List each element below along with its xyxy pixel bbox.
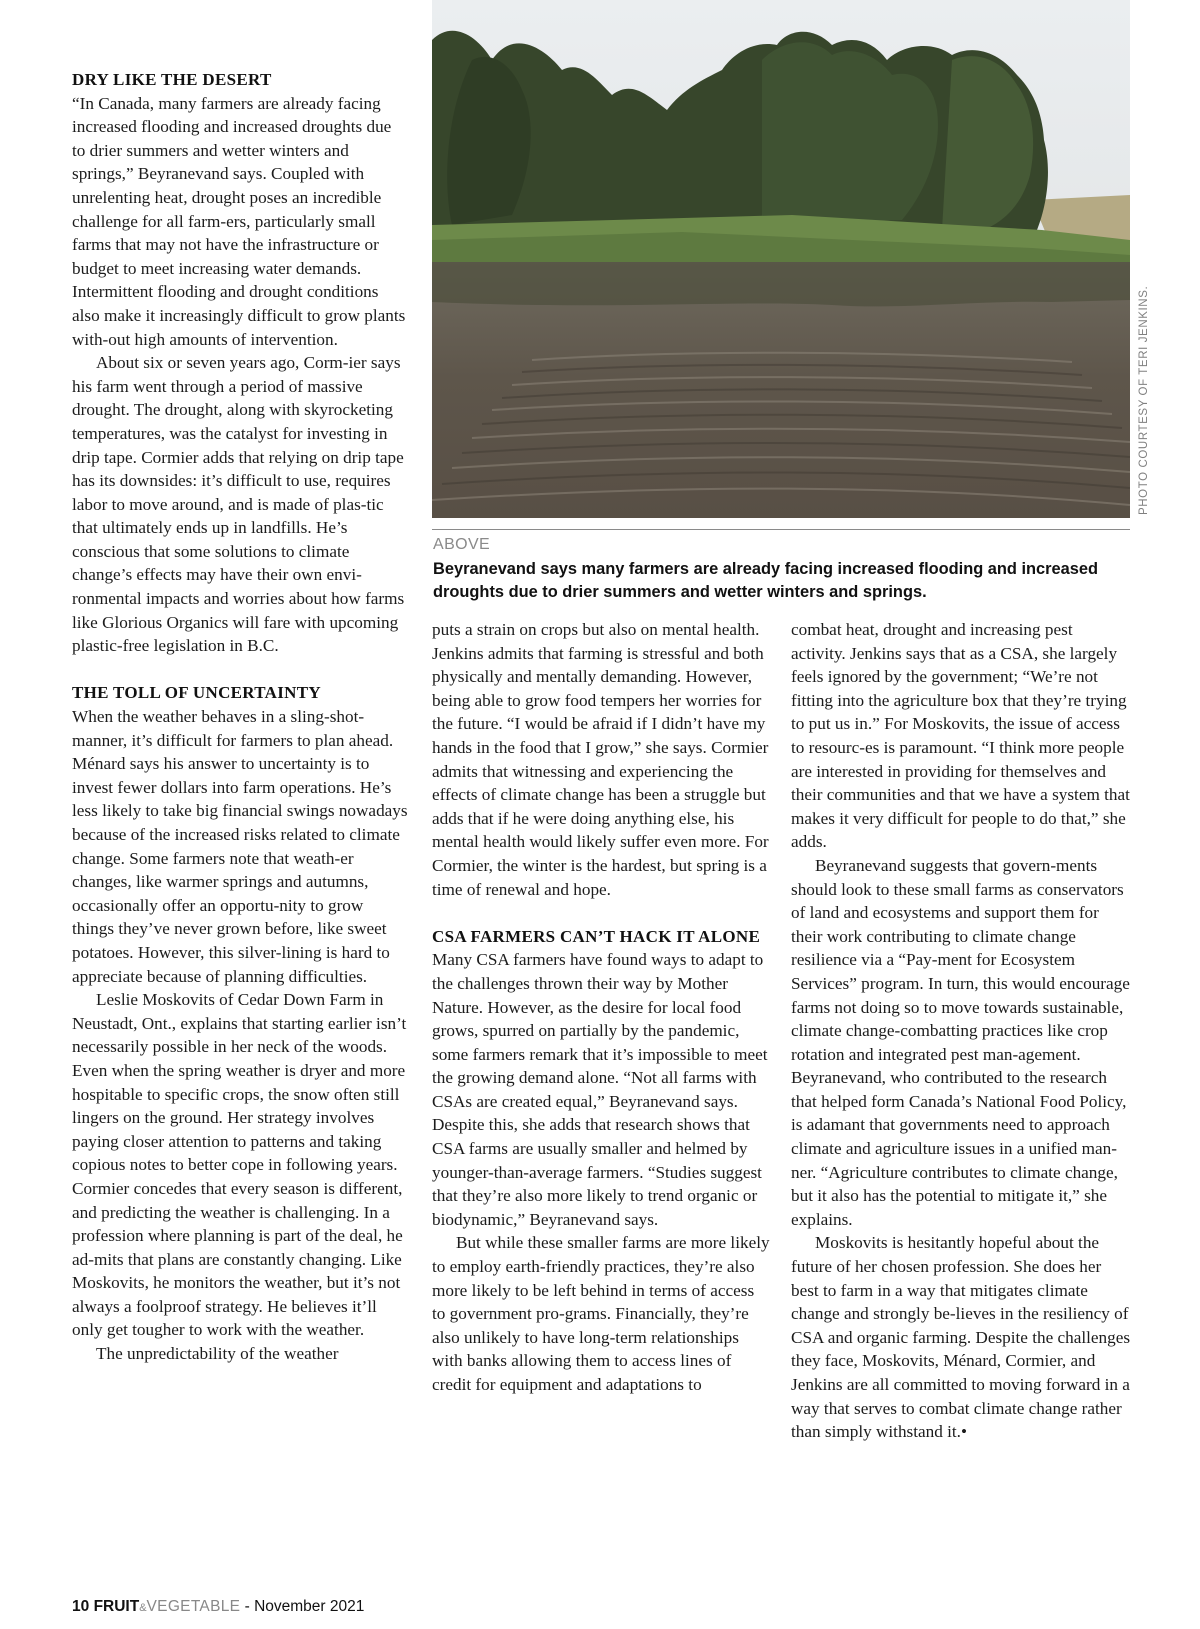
issue-date: November 2021 xyxy=(254,1598,365,1615)
section-heading-toll-of-uncertainty: THE TOLL OF UNCERTAINTY xyxy=(72,683,321,703)
paragraph: When the weather behaves in a sling-shot-manner, it’s difficult for farmers to plan ahead. Ménard says his answer to uncertainty is to invest fewer dollars into farm operations. He’s less likely to take big financial swings nowadays because of the increased risks related to climate change. Some farmers note that weath-er changes, like warmer springs and autumns, occasionally offer an opportu-nity to grow things they’ve never grown before, like sweet potatoes. However, this silver-lining is hard to appreciate because of planning difficulties. xyxy=(72,707,408,986)
photo-illustration xyxy=(432,0,1130,518)
magazine-name-vegetable: VEGETABLE xyxy=(146,1598,241,1615)
paragraph: combat heat, drought and increasing pest activity. Jenkins says that as a CSA, she largely feels ignored by the government; “We’re not fitting into the agriculture box that they’re trying to put us in.” For Moskovits, the issue of access to resourc-es is paramount. “I think more people are interested in providing for themselves and their communities and that we have a system that makes it very difficult for people to do that,” she adds. xyxy=(791,620,1130,852)
article-column-2 xyxy=(432,618,770,1397)
paragraph: “In Canada, many farmers are already facing increased flooding and increased droughts due to drier summers and wetter winters and springs,” Beyranevand says. Coupled with unrelenting heat, drought poses an incredible challenge for all farm-ers, particularly small farms that may not have the infrastructure or budget to meet increasing water demands. Intermittent flooding and drought conditions also make it increasingly difficult to grow plants with-out high amounts of intervention. xyxy=(72,93,406,349)
article-column-1 xyxy=(72,68,408,1366)
caption-label: ABOVE xyxy=(433,536,491,553)
paragraph: About six or seven years ago, Corm-ier says his farm went through a period of massive drought. The drought, along with skyrocketing temperatures, was the catalyst for investing in drip tape. Cormier adds that relying on drip tape has its downsides: it’s difficult to use, requires labor to move around, and is made of plas-tic that ultimately ends up in landfills. He’s conscious that some solutions to climate change’s effects may have their own envi-ronmental impacts and worries about how farms like Glorious Organics will fare with upcoming plastic-free legislation in B.C. xyxy=(72,353,405,656)
caption-divider xyxy=(432,529,1130,530)
page-footer xyxy=(72,1598,364,1616)
paragraph: Leslie Moskovits of Cedar Down Farm in Neustadt, Ont., explains that starting earlier isn’t necessarily possible in her neck of the woods. Even when the spring weather is dryer and more hospitable to specific crops, the snow often still lingers on the ground. Her strategy involves paying closer attention to patterns and taking copious notes to better cope in following years. Cormier concedes that every season is different, and predicting the weather is challenging. In a profession where planning is part of the deal, he ad-mits that plans are constantly changing. Like Moskovits, he monitors the weather, but it’s not always a foolproof strategy. He believes it’ll only get tougher to work with the weather. xyxy=(72,990,407,1340)
flooded-field-photo xyxy=(432,0,1130,518)
paragraph: Beyranevand suggests that govern-ments should look to these small farms as conservators of land and ecosystems and support them for their work contributing to climate change resilience via a “Pay-ment for Ecosystem Services” program. In turn, this would encourage farms not doing so to move towards sustainable, climate change-combatting practices like crop rotation and integrated pest man-agement. Beyranevand, who contributed to the research that helped form Canada’s National Food Policy, is adamant that governments need to approach climate and agriculture issues in a unified man-ner. “Agriculture contributes to climate change, but it also has the potential to mitigate it,” she explains. xyxy=(791,855,1130,1229)
section-heading-csa-farmers: CSA FARMERS CAN’T HACK IT ALONE xyxy=(432,926,761,946)
paragraph: Moskovits is hesitantly hopeful about the future of her chosen profession. She does her best to farm in a way that mitigates climate change and strongly be-lieves in the resiliency of CSA and organic farming. Despite the challenges they face, Moskovits, Ménard, Cormier, and Jenkins are all committed to moving forward in a way that serves to combat climate change rather than simply withstand it.• xyxy=(791,1233,1131,1442)
section-heading-dry-like-the-desert: DRY LIKE THE DESERT xyxy=(72,70,272,89)
footer-separator: - xyxy=(240,1598,255,1615)
magazine-name-fruit: FRUIT xyxy=(93,1598,140,1615)
magazine-name-ampersand: & xyxy=(139,1602,147,1614)
article-column-3 xyxy=(791,618,1131,1444)
page-number: 10 xyxy=(72,1598,90,1615)
paragraph: Many CSA farmers have found ways to adapt to the challenges thrown their way by Mother Nature. However, as the desire for local food grows, spurred on partially by the pandemic, some farmers remark that it’s impossible to meet the growing demand alone. “Not all farms with CSAs are created equal,” Beyranevand says. Despite this, she adds that research shows that CSA farms are usually smaller and helmed by younger-than-average farmers. “Studies suggest that they’re also more likely to trend organic or biodynamic,” Beyranevand says. xyxy=(432,950,768,1229)
paragraph: The unpredictability of the weather xyxy=(96,1344,339,1364)
paragraph: But while these smaller farms are more likely to employ earth-friendly practices, they’re also more likely to be left behind in terms of access to government pro-grams. Financially, they’re also unlikely to have long-term relationships with banks allowing them to access lines of credit for equipment and adaptations to xyxy=(432,1233,770,1394)
photo-credit: PHOTO COURTESY OF TERI JENKINS. xyxy=(1138,285,1150,515)
photo-caption: Beyranevand says many farmers are already facing increased flooding and increased droughts due to drier summers and wetter winters and springs. xyxy=(433,560,1099,601)
paragraph: puts a strain on crops but also on mental health. Jenkins admits that farming is stressful and both physically and mentally demanding. However, being able to grow food tempers her worries for the future. “I would be afraid if I didn’t have my hands in the food that I grow,” she says. Cormier admits that witnessing and experiencing the effects of climate change has been a struggle but adds that if he were doing anything else, his mental health would likely suffer even more. For Cormier, the winter is the hardest, but spring is a time of renewal and hope. xyxy=(432,620,769,899)
